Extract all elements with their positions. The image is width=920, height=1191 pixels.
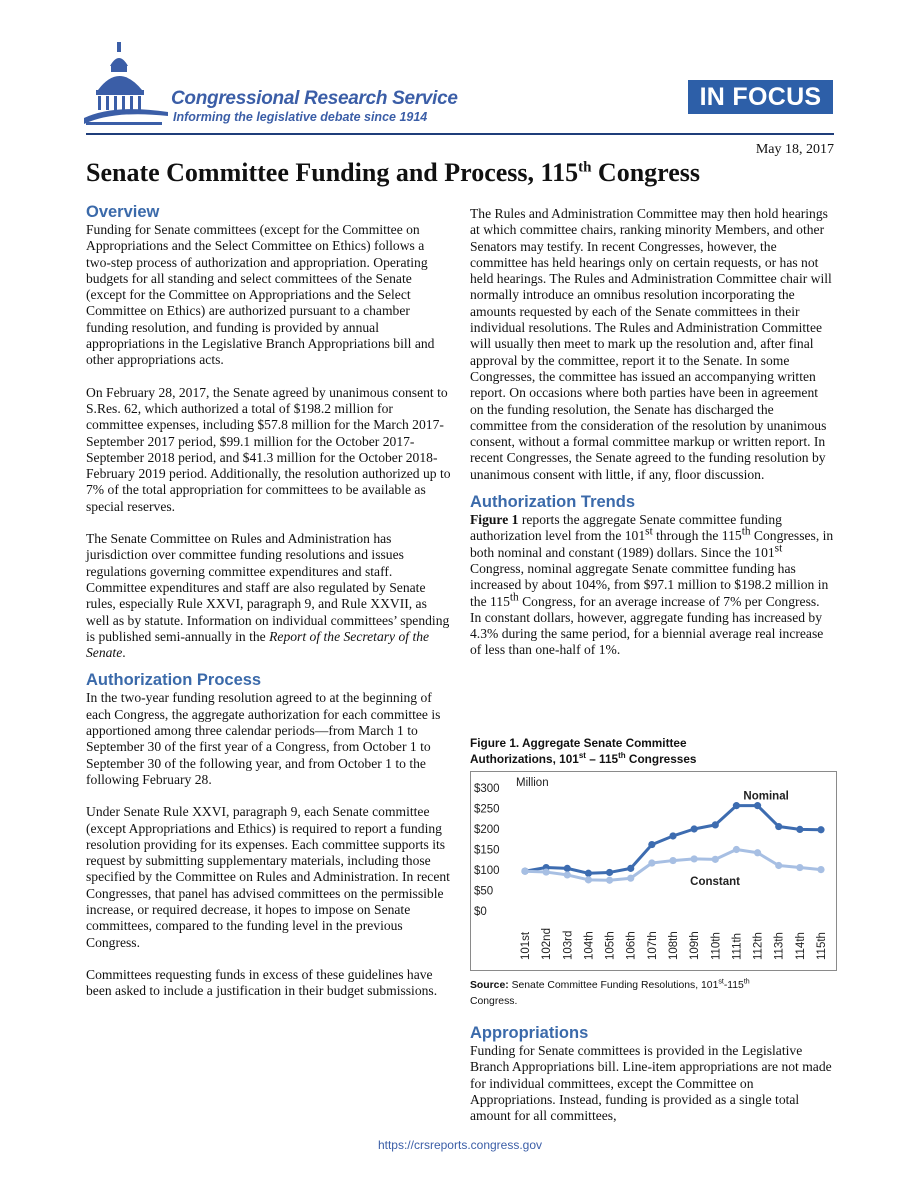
y-tick-label: $200 — [474, 824, 500, 836]
source-text-a: Senate Committee Funding Resolutions, 101 — [508, 980, 719, 991]
x-tick-label: 111th — [731, 932, 744, 960]
authorization-trends-heading: Authorization Trends — [470, 493, 635, 512]
rules-text: The Senate Committee on Rules and Administration has jurisdiction over committee funding resolutions and issues regulations governing committee expenditures and staff. Committee expenditures and staff are also regulated by Senate rules, especially Rule XXVI, paragraph 9, and Rule XXVII, as well as by statute. Information on individual committees’ spending is published semi-annually in the — [86, 531, 450, 644]
trends-paragraph — [470, 512, 834, 659]
series-label-constant: Constant — [690, 875, 740, 888]
data-point-nominal — [712, 821, 719, 828]
y-tick-label: $100 — [474, 865, 500, 877]
x-tick-label: 101st — [520, 931, 532, 960]
source-text-c: Congress. — [470, 996, 518, 1007]
data-point-constant — [585, 876, 592, 883]
data-point-nominal — [669, 832, 676, 839]
data-point-constant — [817, 866, 824, 873]
y-tick-label: $250 — [474, 803, 500, 816]
x-tick-label: 110th — [710, 932, 723, 960]
y-tick-label: $300 — [474, 783, 500, 795]
data-point-nominal — [585, 870, 592, 877]
data-point-constant — [796, 864, 803, 871]
right-column — [470, 206, 834, 675]
x-tick-label: 114th — [794, 932, 807, 960]
x-tick-label: 105th — [604, 931, 617, 960]
hearings-paragraph: The Rules and Administration Committee may then hold hearings at which committee chairs, ranking minority Members, and other Senators may testify. In recent Congresses, however, the committee has held hearings only on certain requests, or has not held hearings. The Rules and Administration Committee chair will normally introduce an omnibus resolution incorporating the amounts requested by each of the Senate committees in their individual resolutions. The Rules and Administration Committee will usually then meet to mark up the resolution and, after final approval by the committee, report it to the Senate. In some Congresses, the committee has issued an accompanying written report. On occasions where both parties have been in agreement on the funding resolution, the Senate has discharged the committee from the consideration of the resolution by unanimous consent, without a formal committee markup or written report. In recent Congresses, the Senate agreed to the funding resolution by unanimous consent with little, if any, floor discussion. — [470, 206, 832, 482]
x-tick-label: 106th — [625, 931, 638, 960]
org-tagline: Informing the legislative debate since 1914 — [173, 110, 428, 124]
appropriations-heading: Appropriations — [470, 1024, 589, 1042]
source-sup2: th — [743, 978, 750, 986]
data-point-constant — [648, 859, 655, 866]
appropriations-paragraph: Funding for Senate committees is provided in the Legislative Branch Appropriations bill. Line-item appropriations are not made for individual committees, except the Committee on Appropriations. Instead, funding is provided as a single total amount for all committees, — [470, 1043, 832, 1124]
x-tick-label: 112th — [752, 932, 765, 960]
figure-ref: Figure 1 — [470, 512, 519, 528]
data-point-nominal — [648, 841, 655, 848]
sres-paragraph: On February 28, 2017, the Senate agreed by unanimous consent to S.Res. 62, which authorized a total of $198.2 million for committee expenses, including $57.8 million for the March 2017-September 2017 period, $99.1 million for the October 2017-September 2018 period, and $41.3 million for the October 2018-February 2019 period. Additionally, the resolution authorized up to 7% of the total appropriation for committees to be available as special reserves. — [86, 384, 451, 514]
x-tick-label: 108th — [668, 931, 680, 960]
trends-sup-4: th — [509, 591, 519, 603]
trends-sup-1: st — [645, 525, 653, 538]
authorization-line-chart — [471, 772, 836, 970]
data-point-constant — [543, 868, 550, 875]
title-sup: th — [578, 159, 592, 176]
trends-text-b: through the 115 — [652, 528, 742, 544]
rule-xxvi-paragraph: Under Senate Rule XXVI, paragraph 9, each Senate committee (except Appropriations and Ethics) is required to report a funding resolution providing for its expenses. Each committee supports its request by submitting supplementary materials, including those specified by the Committee on Rules and Administration. In recent Congresses, that panel has advised committees on the permissible increase, or required decrease, it hopes to impose on Senate committees, compared to the funding level in the previous Congress. — [86, 804, 450, 950]
y-tick-label: $0 — [474, 906, 487, 918]
publication-date: May 18, 2017 — [755, 142, 834, 157]
data-point-nominal — [817, 826, 824, 833]
trends-text-a: reports the aggregate Senate committee funding authorization level from the 101 — [470, 512, 782, 544]
data-point-nominal — [796, 826, 803, 833]
figure-title-d: Congresses — [625, 752, 697, 766]
rules-end: . — [122, 645, 126, 661]
page-title — [86, 158, 700, 188]
data-point-constant — [521, 868, 528, 875]
figure-title-b: Authorizations, 101 — [470, 752, 579, 766]
title-main: Senate Committee Funding and Process, 115 — [86, 158, 579, 187]
title-tail: Congress — [591, 158, 701, 187]
series-label-nominal: Nominal — [743, 790, 789, 803]
data-point-constant — [669, 857, 676, 864]
figure-source — [470, 978, 834, 1010]
in-focus-badge: IN FOCUS — [688, 80, 833, 114]
x-tick-label: 104th — [583, 931, 596, 960]
x-tick-label: 102nd — [541, 928, 554, 960]
data-point-nominal — [754, 802, 761, 809]
left-column — [86, 203, 452, 1015]
capitol-dome-icon — [84, 40, 168, 130]
data-point-constant — [712, 856, 719, 863]
x-tick-label: 103rd — [562, 930, 575, 960]
data-point-constant — [627, 875, 634, 882]
y-unit-label: Million — [516, 777, 549, 789]
data-point-nominal — [627, 865, 634, 872]
figure-title-sup1: st — [578, 751, 586, 761]
figure-title — [470, 735, 834, 767]
x-tick-label: 113th — [773, 932, 786, 960]
source-sup1: st — [718, 978, 724, 986]
figure-title-sup2: th — [618, 751, 626, 761]
data-point-constant — [754, 849, 761, 856]
data-point-nominal — [564, 865, 571, 872]
org-name: Congressional Research Service — [171, 88, 458, 109]
x-tick-label: 109th — [689, 931, 702, 960]
source-label: Source: — [470, 980, 509, 991]
header-rule — [86, 133, 834, 135]
figure-title-line1: Figure 1. Aggregate Senate Committee — [470, 736, 687, 750]
data-point-constant — [733, 846, 740, 853]
overview-heading: Overview — [86, 203, 160, 221]
trends-sup-2: th — [741, 525, 751, 538]
report-title: Report of the Secretary of the Senate — [86, 628, 430, 661]
y-tick-label: $150 — [474, 844, 500, 857]
trends-text-e: Congress, for an average increase of 7% per Congress. In constant dollars, however, aggregate funding has increased by 4.3% during the same period, for a biennial average real increase of less than one-half of 1%. — [470, 593, 824, 658]
data-point-nominal — [606, 869, 613, 876]
data-point-constant — [691, 855, 698, 862]
crs-logo — [84, 40, 168, 130]
data-point-constant — [775, 862, 782, 869]
apportion-paragraph: In the two-year funding resolution agreed to at the beginning of each Congress, the aggregate authorization for each committee is apportioned among three calendar periods—from March 1 to September 30 of the first year of a Congress, from October 1 to September 30 of the following year, and from October 1 to the following February 28. — [86, 690, 441, 787]
data-point-nominal — [691, 825, 698, 832]
source-text-b: -115 — [723, 980, 744, 991]
trends-sup-3: st — [774, 542, 783, 555]
data-point-constant — [606, 877, 613, 884]
data-point-nominal — [733, 802, 740, 809]
y-tick-label: $50 — [474, 885, 494, 898]
appropriations-section — [470, 1024, 834, 1124]
overview-paragraph: Funding for Senate committees (except for the Committee on Appropriations and the Select Committee on Ethics) follows a two-step process of authorization and appropriation. Operating budgets for all standing and select committees of the Senate (except for the Committee on Appropriations and the Select Committee on Ethics) are authorized pursuant to a chamber funding resolution, and funding is provided by annual appropriations in the Legislative Branch Appropriations bill and other appropriations acts. — [86, 222, 435, 368]
x-tick-label: 115th — [816, 932, 828, 960]
footer-url-link[interactable]: https://crsreports.congress.gov — [377, 1138, 543, 1152]
chart-frame — [470, 771, 837, 971]
authorization-process-heading: Authorization Process — [86, 671, 262, 690]
trends-text-c: Congresses, in both nominal and constant (1989) dollars. Since the 101 — [470, 528, 834, 560]
figure-title-c: – 115 — [585, 752, 619, 766]
data-point-constant — [564, 871, 571, 878]
justification-paragraph: Committees requesting funds in excess of these guidelines have been asked to include a justification in their budget submissions. — [86, 966, 438, 999]
x-tick-label: 107th — [646, 931, 659, 960]
trends-text-d: Congress, nominal aggregate Senate committee funding has increased by about 104%, from $97.1 million to $198.2 million in the 115 — [470, 560, 829, 609]
data-point-nominal — [775, 823, 782, 830]
rules-paragraph — [86, 531, 452, 661]
